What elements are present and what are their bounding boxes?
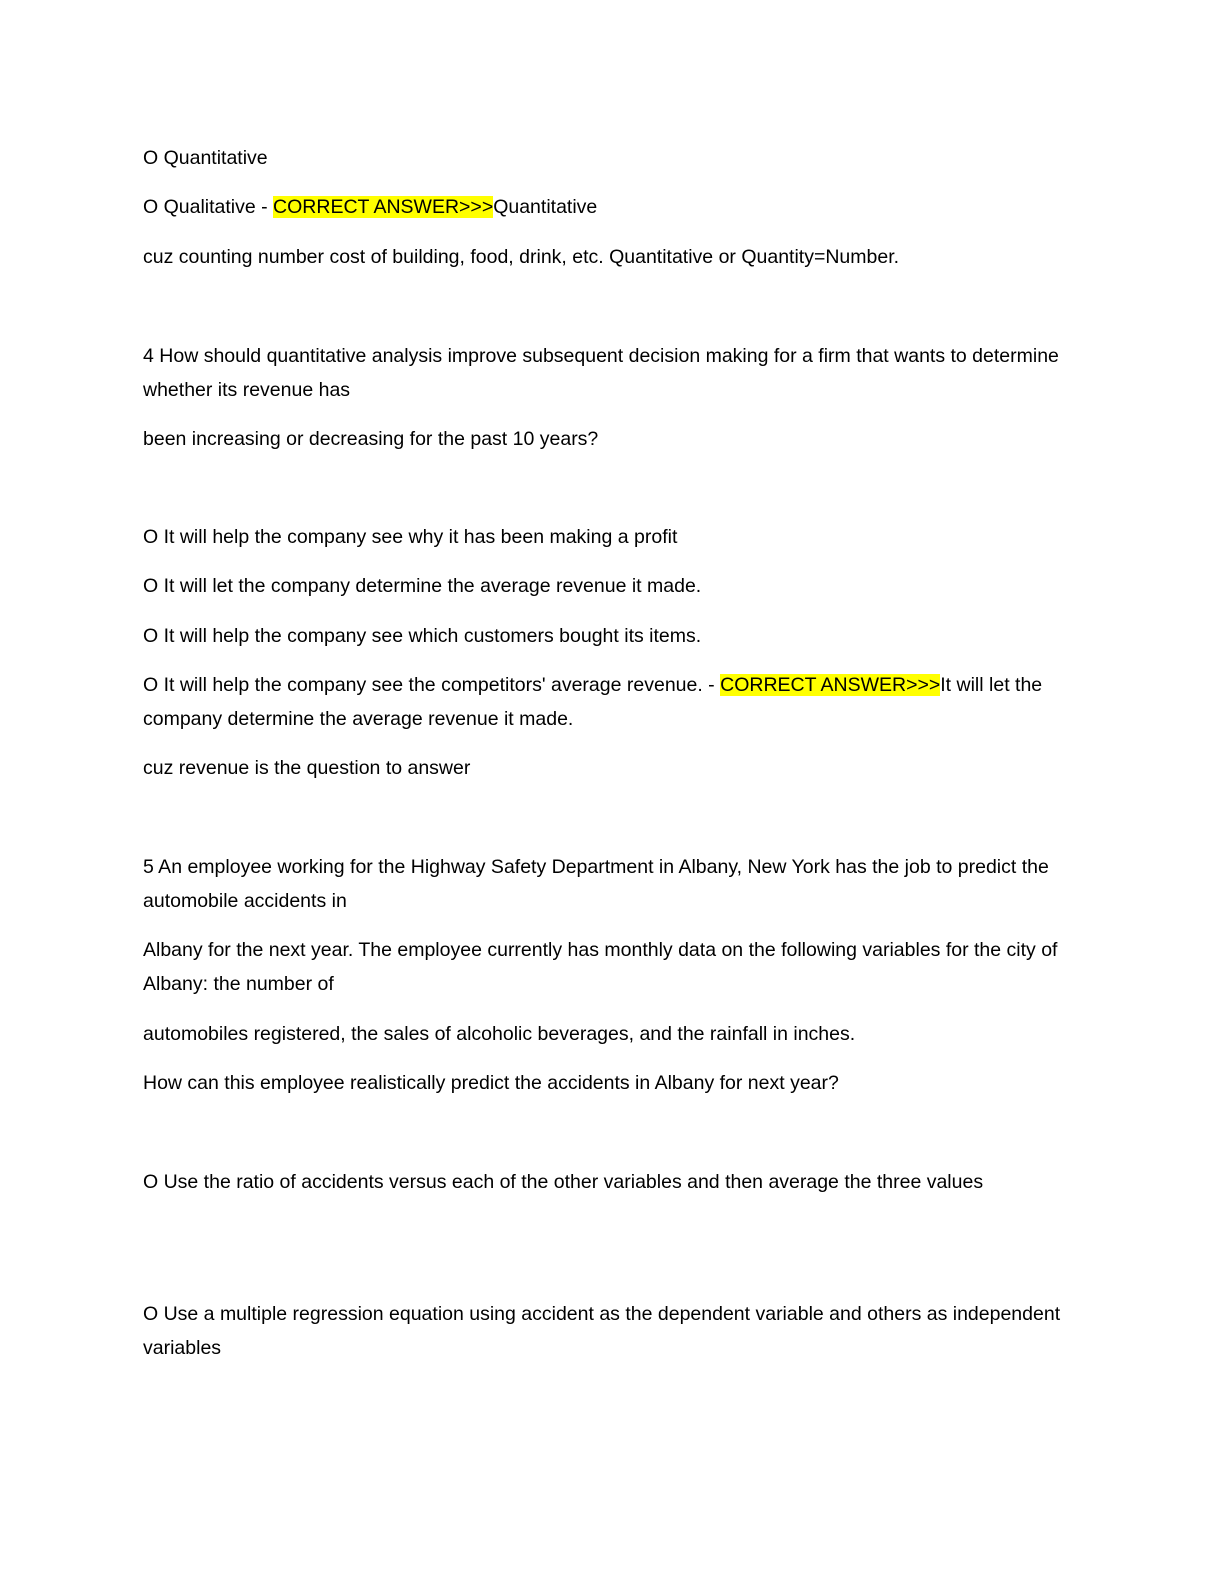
q3-answer: Quantitative <box>493 196 598 218</box>
q3-explanation: cuz counting number cost of building, food, drink, etc. Quantitative or Quantity=Number. <box>143 246 900 268</box>
q4-option-a: O It will help the company see why it has been making a profit <box>143 526 678 548</box>
q4-explanation: cuz revenue is the question to answer <box>143 757 471 779</box>
q4-option-c: O It will help the company see which customers bought its items. <box>143 625 702 647</box>
q5-question-part3: automobiles registered, the sales of alcoholic beverages, and the rainfall in inches. <box>143 1023 856 1045</box>
q4-option-d-with-answer <box>143 668 1083 736</box>
q4-option-b: O It will let the company determine the average revenue it made. <box>143 575 702 597</box>
q5-option-a: O Use the ratio of accidents versus each of the other variables and then average the three values <box>143 1171 984 1193</box>
q5-question-part1: 5 An employee working for the Highway Safety Department in Albany, New York has the job to predict the automobile accidents in <box>143 856 1049 912</box>
q4-question-part1: 4 How should quantitative analysis improve subsequent decision making for a firm that wants to determine whether its revenue has <box>143 345 1059 401</box>
q4-correct-answer-marker: CORRECT ANSWER>>> <box>720 674 941 696</box>
q3-option-qualitative-with-answer <box>143 190 1083 224</box>
q4-option-d: O It will help the company see the competitors' average revenue. - <box>143 674 721 696</box>
q3-option-qualitative: O Qualitative - <box>143 196 274 218</box>
q3-correct-answer-marker: CORRECT ANSWER>>> <box>273 196 494 218</box>
q5-question-part4: How can this employee realistically predict the accidents in Albany for next year? <box>143 1072 839 1094</box>
q4-answer: It will let the company determine the average revenue it made. <box>143 674 1043 730</box>
q3-option-quantitative: O Quantitative <box>143 147 268 169</box>
q5-question-part2: Albany for the next year. The employee currently has monthly data on the following variables for the city of Albany: the number of <box>143 939 1058 995</box>
q4-question-part2: been increasing or decreasing for the past 10 years? <box>143 428 599 450</box>
q5-option-b: O Use a multiple regression equation using accident as the dependent variable and others as independent variables <box>143 1303 1061 1359</box>
